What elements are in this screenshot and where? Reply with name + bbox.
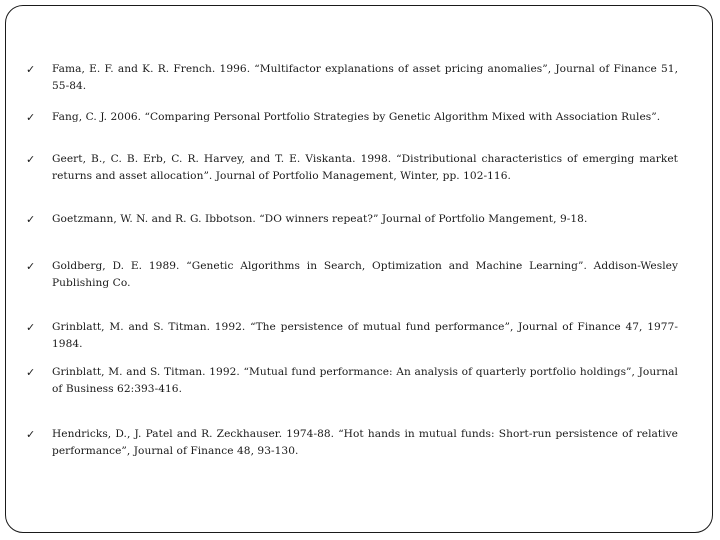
checkmark-icon: ✓ xyxy=(26,153,36,166)
checkmark-icon: ✓ xyxy=(26,63,36,76)
checkmark-icon: ✓ xyxy=(26,366,36,379)
reference-text: Goldberg, D. E. 1989. “Genetic Algorithms in Search, Optimization and Machine Learning”. Addison-Wesley Publishing Co. xyxy=(52,260,678,289)
reference-item xyxy=(26,109,678,126)
reference-text: Fama, E. F. and K. R. French. 1996. “Multifactor explanations of asset pricing anomalies”, Journal of Finance 51, 55-84. xyxy=(52,63,678,92)
reference-item xyxy=(26,151,678,185)
reference-item xyxy=(26,211,678,228)
reference-item xyxy=(26,319,678,353)
reference-item xyxy=(26,426,678,460)
checkmark-icon: ✓ xyxy=(26,213,36,226)
reference-list xyxy=(6,6,712,532)
reference-text: Fang, C. J. 2006. “Comparing Personal Portfolio Strategies by Genetic Algorithm Mixed with Association Rules”. xyxy=(52,111,661,123)
slide-frame xyxy=(5,5,713,533)
checkmark-icon: ✓ xyxy=(26,111,36,124)
reference-item xyxy=(26,61,678,95)
checkmark-icon: ✓ xyxy=(26,321,36,334)
reference-text: Geert, B., C. B. Erb, C. R. Harvey, and T. E. Viskanta. 1998. “Distributional characteristics of emerging market returns and asset allocation”. Journal of Portfolio Management, Winter, pp. 102-116. xyxy=(52,153,678,182)
reference-text: Grinblatt, M. and S. Titman. 1992. “The persistence of mutual fund performance”, Journal of Finance 47, 1977-1984. xyxy=(52,321,678,350)
reference-item xyxy=(26,364,678,398)
reference-text: Hendricks, D., J. Patel and R. Zeckhauser. 1974-88. “Hot hands in mutual funds: Short-run persistence of relative performance”, Journal of Finance 48, 93-130. xyxy=(52,428,678,457)
reference-text: Goetzmann, W. N. and R. G. Ibbotson. “DO winners repeat?” Journal of Portfolio Mangement, 9-18. xyxy=(52,213,588,225)
checkmark-icon: ✓ xyxy=(26,428,36,441)
checkmark-icon: ✓ xyxy=(26,260,36,273)
reference-item xyxy=(26,258,678,292)
reference-text: Grinblatt, M. and S. Titman. 1992. “Mutual fund performance: An analysis of quarterly portfolio holdings”, Journal of Business 62:393-416. xyxy=(52,366,678,395)
